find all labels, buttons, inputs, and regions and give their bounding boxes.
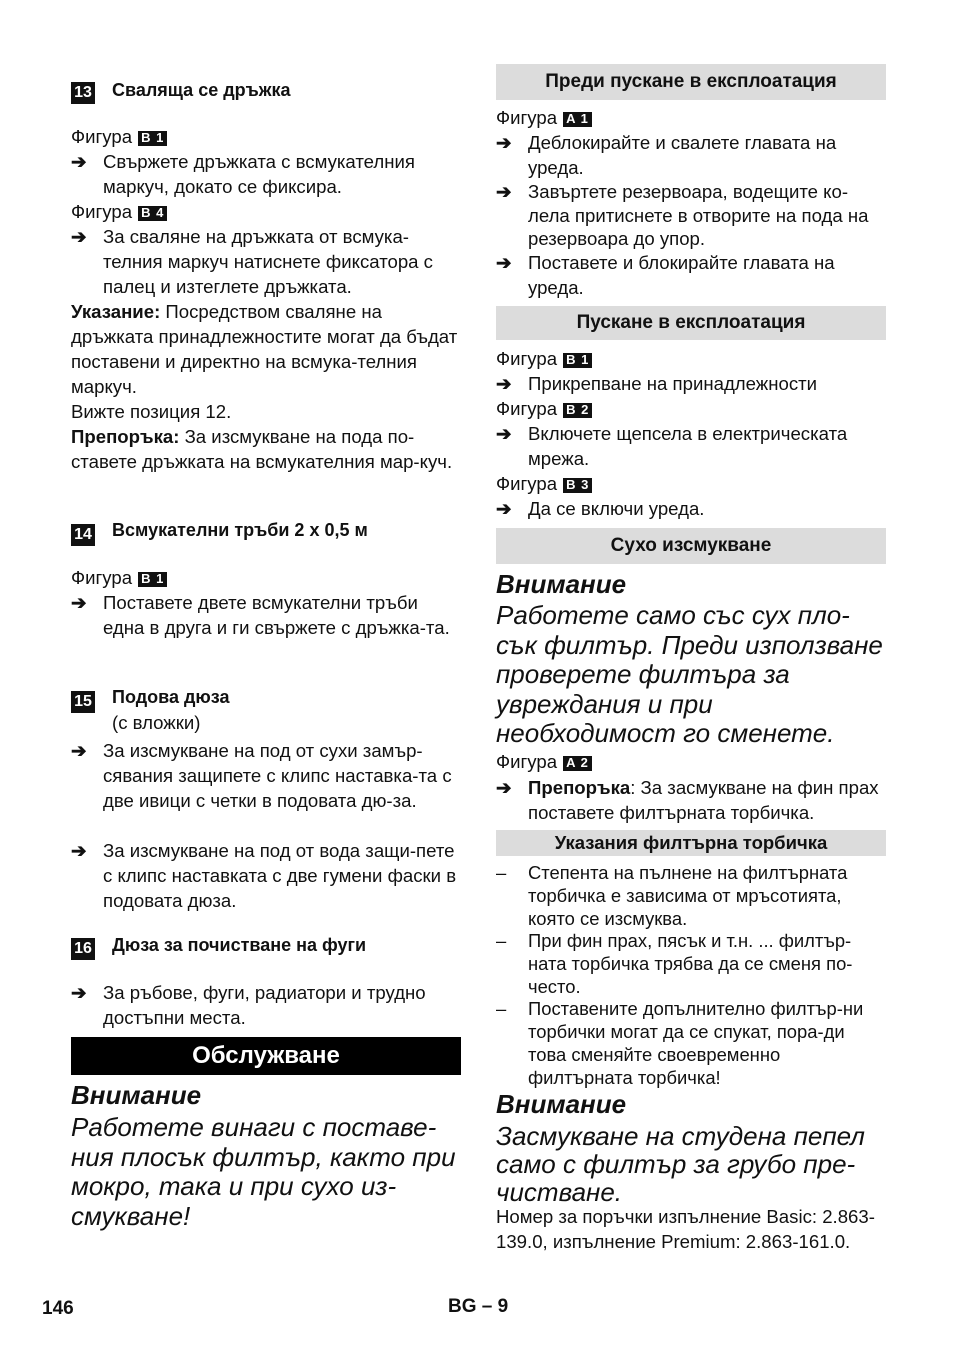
instruction-item (71, 980, 461, 1030)
instruction-text: Деблокирайте и свалете главата на уреда. (528, 132, 837, 178)
arrow-right-icon: ➔ (71, 840, 87, 861)
arrow-right-icon: ➔ (496, 252, 512, 273)
section-title-15: Подова дюза (112, 687, 230, 707)
dash-bullet: – (496, 930, 507, 951)
instruction-text: Поставете двете всмукателни тръби една в друга и ги свържете с дръжка-та. (103, 592, 450, 638)
instruction-item (496, 371, 886, 396)
warning-text: Работете винаги с поставе-ния плосък филтър, както при мокро, така и при сухо из-смукване! (71, 1112, 456, 1231)
figure-ref (71, 124, 461, 149)
instruction-text: Да се включи уреда. (528, 498, 705, 519)
figure-label: Фигура (71, 201, 133, 222)
instruction-text: За сваляне на дръжката от всмука-телния маркуч натиснете фиксатора с палец и изтеглете дръжката. (103, 226, 433, 297)
instruction-item (496, 421, 886, 471)
section-header-before-start: Преди пускане в експлоатация (496, 64, 886, 100)
warning-heading: Внимание (496, 569, 627, 599)
list-item-text: Степента на пълнене на филтърната торбичка е зависима от мръсотията, която се изсмуква. (528, 862, 848, 929)
arrow-right-icon: ➔ (496, 181, 512, 202)
instruction-item (496, 250, 886, 300)
figure-label: Фигура (496, 107, 558, 128)
warning-heading: Внимание (71, 1080, 202, 1110)
recommendation-paragraph (71, 424, 461, 474)
instruction-text: За ръбове, фуги, радиатори и трудно достъпни места. (103, 982, 426, 1028)
figure-badge: B 4 (138, 206, 167, 221)
section-subtitle-15: (с вложки) (112, 712, 201, 733)
note-text: Посредством сваляне на дръжката принадлежностите могат да бъдат поставени и директно на всмука-телния маркуч. (71, 301, 458, 397)
recommendation-text: : За засмукване на фин прах поставете филтърната торбичка. (528, 777, 879, 823)
instruction-item (496, 775, 886, 825)
instruction-item (496, 180, 886, 251)
see-reference: Вижте позиция 12. (71, 401, 232, 422)
figure-label: Фигура (496, 348, 558, 369)
recommendation-text: За изсмукване на пода по-ставете дръжката на всмукателния мар-куч. (71, 426, 453, 472)
figure-badge: B 1 (138, 572, 167, 587)
section-header-maintenance: Обслужване (71, 1037, 461, 1075)
figure-label: Фигура (71, 567, 133, 588)
arrow-right-icon: ➔ (496, 373, 512, 394)
list-item-text: Поставените допълнително филтър-ни торбички могат да се спукат, пора-ди това сменяйте своевременно филтърната торбичка! (528, 998, 864, 1088)
section-title-14: Всмукателни тръби 2 x 0,5 м (112, 520, 368, 540)
figure-ref (496, 346, 886, 371)
section-header-dry-vacuuming: Сухо изсмукване (496, 528, 886, 564)
language-page-label: BG – 9 (448, 1296, 509, 1317)
figure-label: Фигура (496, 473, 558, 494)
figure-label: Фигура (71, 126, 133, 147)
warning-heading: Внимание (496, 1089, 627, 1119)
instruction-item (71, 738, 461, 813)
arrow-right-icon: ➔ (496, 777, 512, 798)
instruction-text: Включете щепсела в електрическата мрежа. (528, 423, 848, 469)
instruction-text (528, 777, 879, 823)
section-number-14: 14 (71, 524, 95, 546)
order-number-paragraph: Номер за поръчки изпълнение Basic: 2.863-139.0, изпълнение Premium: 2.863-161.0. (496, 1206, 875, 1252)
warning-text: Засмукване на студена пепел само с филтър за грубо пре-чистване. (496, 1121, 865, 1207)
figure-ref (71, 199, 461, 224)
instruction-item (71, 838, 461, 913)
figure-badge: B 1 (138, 131, 167, 146)
instruction-text: Завъртете резервоара, водещите ко-лела притиснете в отворите на пода на резервоара до упор. (528, 181, 869, 249)
list-item (496, 929, 886, 998)
arrow-right-icon: ➔ (71, 740, 87, 761)
figure-ref (71, 565, 461, 590)
figure-badge: A 2 (563, 756, 592, 771)
figure-ref (496, 471, 886, 496)
instruction-item (71, 149, 461, 199)
figure-label: Фигура (496, 751, 558, 772)
arrow-right-icon: ➔ (496, 132, 512, 153)
instruction-text: За изсмукване на под от вода защи-пете с клипс наставката с две гумени фаски в подовата дюза. (103, 840, 457, 911)
figure-badge: B 3 (563, 478, 592, 493)
section-header-start: Пускане в експлоатация (496, 306, 886, 340)
figure-badge: B 2 (563, 403, 592, 418)
dash-bullet: – (496, 862, 507, 883)
section-number-13: 13 (71, 82, 95, 104)
instruction-text: Поставете и блокирайте главата на уреда. (528, 252, 835, 298)
instruction-text: Прикрепване на принадлежности (528, 373, 818, 394)
page-number: 146 (42, 1298, 74, 1319)
arrow-right-icon: ➔ (71, 151, 87, 172)
figure-badge: B 1 (563, 353, 592, 368)
instruction-item (496, 496, 886, 521)
instruction-item (496, 130, 886, 180)
section-title-16: Дюза за почистване на фуги (112, 935, 367, 955)
instruction-text: За изсмукване на под от сухи замър-сявания защипете с клипс наставка-та с две ивици с четки в подовата дю-за. (103, 740, 452, 811)
section-header-filter-bag: Указания филтърна торбичка (496, 830, 886, 856)
instruction-text: Свържете дръжката с всмукателния маркуч, докато се фиксира. (103, 151, 415, 197)
list-item (496, 997, 886, 1089)
warning-text: Работете само със сух пло-сък филтър. Преди използване проверете филтъра за увреждания и при необходимост го сменете. (496, 600, 883, 748)
recommendation-label: Препоръка: (71, 426, 180, 447)
arrow-right-icon: ➔ (71, 592, 87, 613)
list-item-text: При фин прах, пясък и т.н. ... филтър-ната торбичка трябва да се сменя по-често. (528, 930, 853, 997)
arrow-right-icon: ➔ (71, 226, 87, 247)
recommendation-label: Препоръка (528, 777, 631, 798)
figure-ref (496, 396, 886, 421)
list-item (496, 861, 886, 930)
dash-bullet: – (496, 998, 507, 1019)
section-number-15: 15 (71, 691, 95, 713)
instruction-item (71, 224, 461, 299)
figure-ref (496, 749, 886, 774)
figure-ref (496, 105, 886, 130)
note-label: Указание: (71, 301, 161, 322)
instruction-item (71, 590, 461, 640)
arrow-right-icon: ➔ (71, 982, 87, 1003)
section-number-16: 16 (71, 938, 95, 960)
figure-label: Фигура (496, 398, 558, 419)
arrow-right-icon: ➔ (496, 423, 512, 444)
arrow-right-icon: ➔ (496, 498, 512, 519)
note-paragraph (71, 299, 461, 399)
section-title-13: Сваляща се дръжка (112, 80, 291, 100)
figure-badge: A 1 (563, 112, 592, 127)
